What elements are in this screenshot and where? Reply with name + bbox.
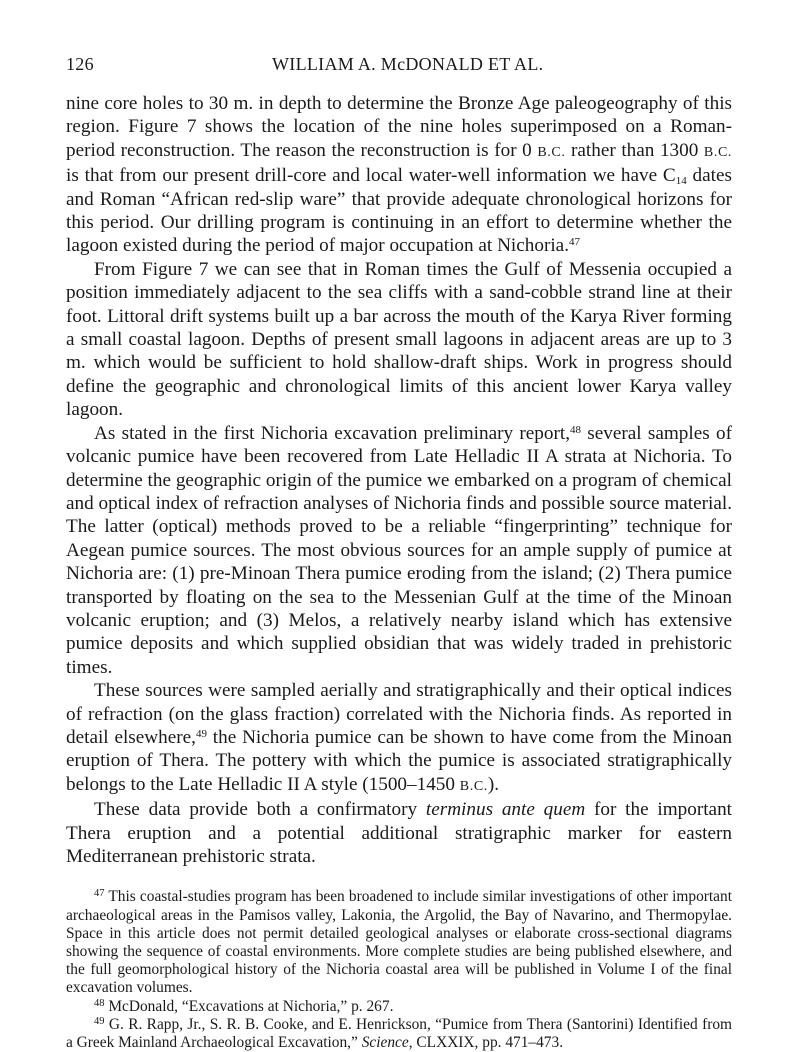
subscript: 14 xyxy=(675,175,687,188)
page-header xyxy=(66,54,732,78)
footnote-48: $^{48}$ McDonald, “Excavations at Nichoria,” p. 267. xyxy=(94,997,394,1015)
footnote-number: 48 xyxy=(94,997,105,1009)
paragraph-3: As stated in the first Nichoria excavation preliminary report,$^{48}$ several samples of volcanic pumice have been recovered from Late Helladic II A strata at Nichoria. To determine the geographic origin of the pumice we embarked on a program of chemical and optical index of refraction analyses of Nichoria finds and possible source material. The latter (optical) methods proved to be a reliable “fingerprinting” technique for Aegean pumice sources. The most obvious sources for an ample supply of pumice at Nichoria are: (1) pre-Minoan Thera pumice eroding from the island; (2) Thera pumice transported by floating on the sea to the Messenian Gulf at the time of the Minoan volcanic eruption; and (3) Melos, a relatively nearby island which has extensive pumice deposits and which supplied obsidian that was widely traded in prehistoric times. xyxy=(66,422,732,678)
page-number: 126 xyxy=(66,54,94,74)
footnote-number: 47 xyxy=(94,888,105,900)
footnote-ref-48[interactable]: 48 xyxy=(570,423,581,436)
body-text xyxy=(66,92,732,868)
paragraph-1: nine core holes to 30 m. in depth to determine the Bronze Age paleogeography of this region. Figure 7 shows the location of the nine holes superimposed on a Roman-period reconstruction. The reason the reconstruction is for 0 B.C. rather than 1300 B.C. is that from our present drill-core and local water-well information we have $C_{14}$ dates and Roman “African red-slip ware” that provide adequate chronological horizons for this period. Our drilling program is continuing in an effort to determine whether the lagoon existed during the period of major occupation at Nichoria.$^{47}$ xyxy=(66,93,732,257)
paragraph-4: These sources were sampled aerially and stratigraphically and their optical indices of refraction (on the glass fraction) correlated with the Nichoria finds. As reported in detail elsewhere,$^{49}$ the Nichoria pumice can be shown to have come from the Minoan eruption of Thera. The pottery with which the pumice is associated stratigraphically belongs to the Late Helladic II A style (1500–1450 B.C.). xyxy=(66,680,733,795)
paragraph-2: From Figure 7 we can see that in Roman times the Gulf of Messenia occupied a position immediately adjacent to the sea cliffs with a sand-cobble strand line at their foot. Littoral drift systems built up a bar across the mouth of the Karya River forming a small coastal lagoon. Depths of present small lagoons in adjacent areas are up to 3 m. which would be sufficient to hold shallow-draft ships. Work in progress should define the geographic and chronological limits of this ancient lower Karya valley lagoon. xyxy=(66,258,732,421)
paragraph-5: These data provide both a confirmatory terminus ante quem for the important Thera eruption and a potential additional stratigraphic marker for eastern Mediterranean prehistoric strata. xyxy=(66,799,732,867)
footnote-47: $^{47}$ This coastal-studies program has been broadened to include similar investigations of other important archaeological areas in the Pamisos valley, Lakonia, the Argolid, the Bay of Navarino, and Thermopylae. Space in this article does not permit detailed geological analyses or elaborate cross-sectional diagrams showing the sequence of coastal environments. More complete studies are being published elsewhere, and the full geomorphological history of the Nichoria coastal area will be published in Volume I of the final excavation volumes. xyxy=(66,888,732,997)
running-head: WILLIAM A. McDONALD ET AL. xyxy=(272,54,544,74)
footnote-49: $^{49}$ G. R. Rapp, Jr., S. R. B. Cooke, and E. Henrickson, “Pumice from Thera (Santorini) Identified from a Greek Mainland Archaeological Excavation,” Science, CLXXIX, pp. 471–473. xyxy=(66,1015,732,1052)
footnotes xyxy=(66,888,732,1052)
footnote-number: 49 xyxy=(94,1015,105,1027)
footnote-ref-49[interactable]: 49 xyxy=(195,727,207,740)
page xyxy=(66,54,732,1052)
footnote-ref-47[interactable]: 47 xyxy=(569,236,580,249)
